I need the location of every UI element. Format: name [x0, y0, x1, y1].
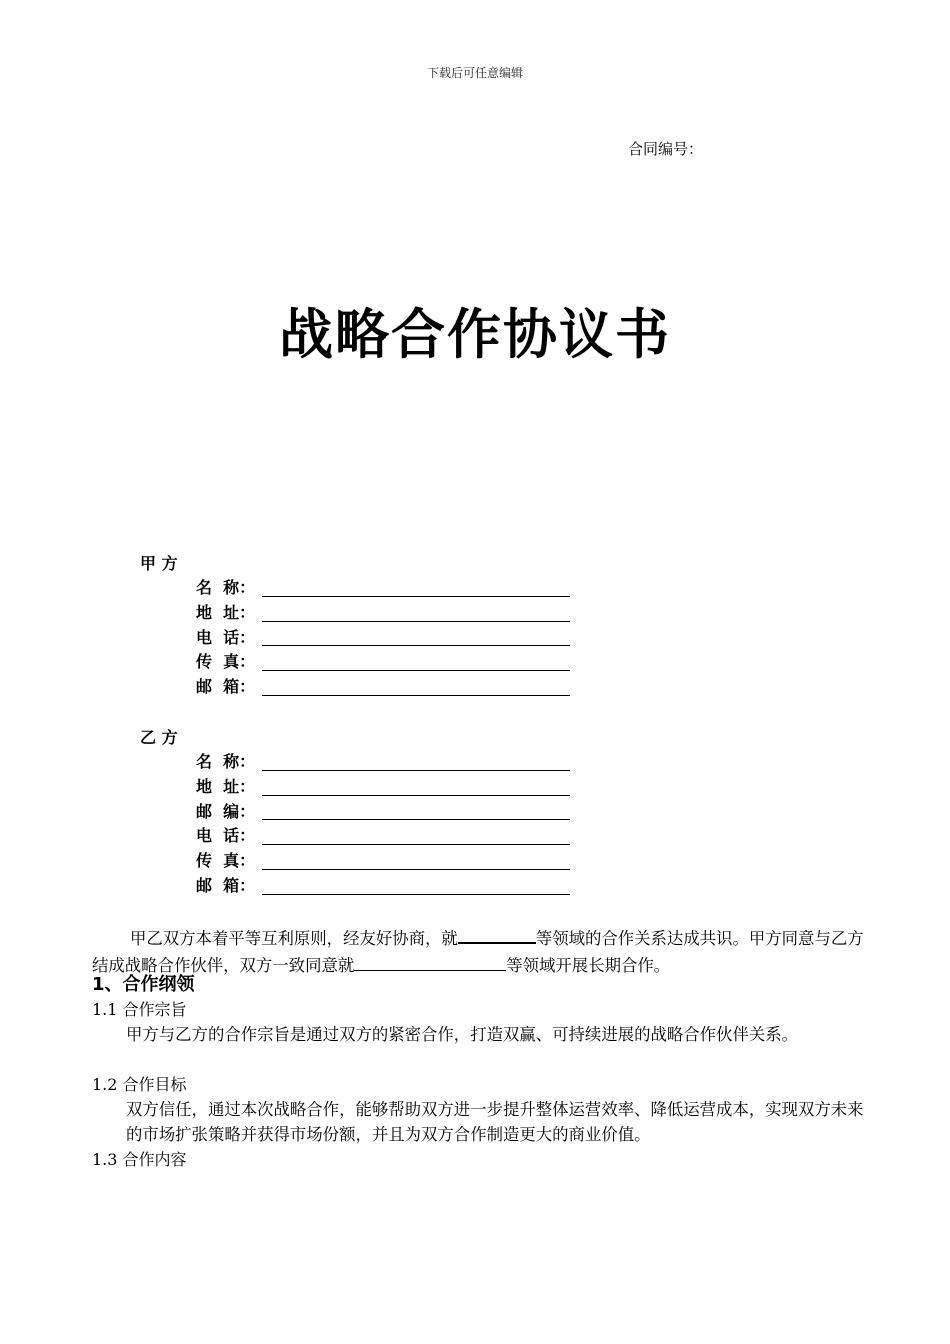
- contract-number-label: 合同编号：: [628, 140, 704, 158]
- field-label: 地 址：: [196, 602, 256, 622]
- intro-blank-1[interactable]: [458, 924, 536, 944]
- field-label: 邮 箱：: [196, 677, 256, 697]
- party-b-address-row: [140, 775, 600, 800]
- party-a-email-line[interactable]: [262, 695, 570, 696]
- intro-text-1: 甲乙双方本着平等互利原则，经友好协商，就: [130, 929, 458, 948]
- party-b-name-line[interactable]: [262, 770, 570, 771]
- party-a-name-row: [140, 576, 600, 601]
- party-b-phone-line[interactable]: [262, 844, 570, 845]
- party-a-fax-line[interactable]: [262, 670, 570, 671]
- field-label: 名 称：: [196, 578, 256, 597]
- party-a-phone-row: [140, 626, 600, 651]
- party-a-name-line[interactable]: [262, 596, 570, 597]
- party-a-email-row: [140, 675, 600, 700]
- header-note: 下载后可任意编辑: [426, 66, 523, 80]
- party-a-fax-row: [140, 650, 600, 675]
- intro-paragraph: [92, 924, 872, 979]
- party-a-title: 甲 方: [140, 554, 178, 573]
- party-a-block: [140, 552, 600, 700]
- field-label: 名 称：: [196, 752, 256, 771]
- party-b-postcode-line[interactable]: [262, 819, 570, 820]
- field-label: 传 真：: [196, 652, 256, 672]
- party-a-phone-line[interactable]: [262, 645, 570, 646]
- field-label: 电 话：: [196, 826, 256, 846]
- party-a-address-line[interactable]: [262, 621, 570, 622]
- intro-text-3: 等领域开展长期合作。: [506, 955, 671, 975]
- document-title: 战略合作协议书: [279, 303, 671, 366]
- section-1-heading: 1、合作纲领: [92, 974, 195, 995]
- party-b-postcode-row: [140, 800, 600, 825]
- intro-text-2: 等领域的合作关系达成共识。甲方同意与乙方结成战略合作伙伴，双方一致同意就: [92, 929, 864, 975]
- party-b-fax-row: [140, 849, 600, 874]
- section-1-1-title: 1.1 合作宗旨: [92, 1000, 187, 1019]
- field-label: 邮 箱：: [196, 875, 256, 895]
- field-label: 地 址：: [196, 776, 256, 796]
- field-label: 电 话：: [196, 627, 256, 647]
- section-1-1-body: 甲方与乙方的合作宗旨是通过双方的紧密合作，打造双赢、可持续进展的战略合作伙伴关系。: [126, 1025, 799, 1044]
- party-b-email-row: [140, 874, 600, 899]
- intro-blank-2[interactable]: [354, 952, 506, 971]
- party-b-phone-row: [140, 824, 600, 849]
- field-label: 邮 编：: [196, 801, 256, 821]
- party-b-email-line[interactable]: [262, 894, 570, 895]
- party-a-address-row: [140, 601, 600, 626]
- party-b-block: [140, 726, 600, 899]
- party-b-title: 乙 方: [140, 728, 178, 747]
- section-1-3-title: 1.3 合作内容: [92, 1150, 187, 1169]
- party-b-name-row: [140, 750, 600, 775]
- party-b-fax-line[interactable]: [262, 869, 570, 870]
- field-label: 传 真：: [196, 851, 256, 871]
- section-1-2-body: 双方信任，通过本次战略合作，能够帮助双方进一步提升整体运营效率、降低运营成本，实现双方未来的市场扩张策略并获得市场份额，并且为双方合作制造更大的商业价值。: [126, 1100, 864, 1144]
- party-b-address-line[interactable]: [262, 795, 570, 796]
- section-1-2-title: 1.2 合作目标: [92, 1075, 187, 1094]
